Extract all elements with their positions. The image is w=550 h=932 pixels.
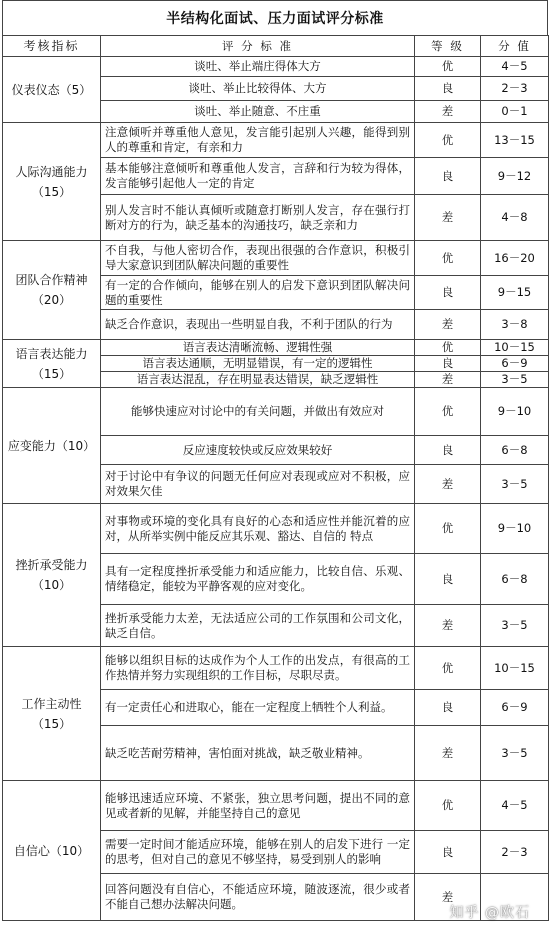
header-level: 等 级 [415, 36, 481, 57]
criteria-cell: 能够快速应对讨论中的有关问题，并做出有效应对 [101, 388, 415, 436]
score-cell: 4－5 [481, 57, 549, 77]
indicator-cell: 团队合作精神（20） [3, 241, 101, 340]
table-row [3, 57, 549, 77]
indicator-cell: 仪表仪态（5） [3, 57, 101, 123]
indicator-cell: 人际沟通能力（15） [3, 123, 101, 241]
level-cell: 优 [415, 340, 481, 356]
level-cell: 差 [415, 101, 481, 123]
score-cell: 4－8 [481, 195, 549, 241]
score-cell: 0－1 [481, 101, 549, 123]
score-cell: 9－15 [481, 276, 549, 310]
header-criteria: 评 分 标 准 [101, 36, 415, 57]
level-cell: 优 [415, 241, 481, 276]
criteria-cell: 语言表达混乱，存在明显表达错误，缺乏逻辑性 [101, 372, 415, 388]
level-cell: 良 [415, 690, 481, 726]
indicator-cell: 应变能力（10） [3, 388, 101, 504]
score-cell: 3－5 [481, 605, 549, 647]
criteria-cell: 别人发言时不能认真倾听或随意打断别人发言，存在强行打断对方的行为，缺乏基本的沟通技巧，缺乏亲和力 [101, 195, 415, 241]
level-cell: 优 [415, 647, 481, 690]
criteria-cell: 能够迅速适应环境、不紧张，独立思考问题，提出不同的意见或者新的见解，并能坚持自己的意见 [101, 781, 415, 831]
table-row [3, 647, 549, 690]
score-cell: 9－10 [481, 388, 549, 436]
score-cell: 9－10 [481, 504, 549, 554]
table-row [3, 340, 549, 356]
criteria-cell: 缺乏合作意识，表现出一些明显自我，不利于团队的行为 [101, 310, 415, 340]
level-cell: 差 [415, 874, 481, 921]
header-indicator: 考核指标 [3, 36, 101, 57]
score-cell: 6－9 [481, 356, 549, 372]
table-title: 半结构化面试、压力面试评分标准 [2, 0, 548, 35]
criteria-cell: 语言表达清晰流畅、逻辑性强 [101, 340, 415, 356]
scoring-table [2, 35, 549, 921]
score-cell: 6－8 [481, 554, 549, 605]
level-cell: 良 [415, 276, 481, 310]
criteria-cell: 语言表达通顺，无明显错误，有一定的逻辑性 [101, 356, 415, 372]
score-cell: 6－8 [481, 436, 549, 465]
criteria-cell: 基本能够注意倾听和尊重他人发言，言辞和行为较为得体，发言能够引起他人一定的肯定 [101, 158, 415, 195]
criteria-cell: 具有一定程度挫折承受能力和适应能力，比较自信、乐观、情绪稳定，能较为平静客观的应对变化。 [101, 554, 415, 605]
level-cell: 优 [415, 781, 481, 831]
level-cell: 差 [415, 605, 481, 647]
score-cell: 3－5 [481, 372, 549, 388]
level-cell: 差 [415, 372, 481, 388]
score-cell: 9－12 [481, 158, 549, 195]
score-cell: 3－8 [481, 310, 549, 340]
score-cell: 4－5 [481, 781, 549, 831]
level-cell: 差 [415, 465, 481, 504]
table-row [3, 388, 549, 436]
criteria-cell: 对事物或环境的变化具有良好的心态和适应性并能沉着的应对，从所举实例中能反应其乐观、豁达、自信的 特点 [101, 504, 415, 554]
criteria-cell: 回答问题没有自信心，不能适应环境，随波逐流，很少或者不能自己想办法解决问题。 [101, 874, 415, 921]
criteria-cell: 能够以组织目标的达成作为个人工作的出发点，有很高的工作热情并努力实现组织的工作目标，尽职尽责。 [101, 647, 415, 690]
criteria-cell: 谈吐、举止随意、不庄重 [101, 101, 415, 123]
score-cell: 16－20 [481, 241, 549, 276]
score-cell: 6－9 [481, 690, 549, 726]
table-row [3, 504, 549, 554]
score-cell: 10－15 [481, 340, 549, 356]
scoring-sheet [2, 0, 548, 932]
score-cell: 2－3 [481, 77, 549, 101]
criteria-cell: 有一定责任心和进取心，能在一定程度上牺牲个人利益。 [101, 690, 415, 726]
criteria-cell: 对于讨论中有争议的问题无任何应对表现或应对不积极，应对效果欠佳 [101, 465, 415, 504]
indicator-cell: 自信心（10） [3, 781, 101, 921]
score-cell: 10－15 [481, 647, 549, 690]
header-score: 分 值 [481, 36, 549, 57]
level-cell: 差 [415, 310, 481, 340]
level-cell: 优 [415, 123, 481, 158]
criteria-cell: 注意倾听并尊重他人意见，发言能引起别人兴趣，能得到别人的尊重和肯定，有亲和力 [101, 123, 415, 158]
level-cell: 良 [415, 554, 481, 605]
level-cell: 差 [415, 195, 481, 241]
criteria-cell: 不自我，与他人密切合作，表现出很强的合作意识，积极引导大家意识到团队解决问题的重要性 [101, 241, 415, 276]
score-cell: 3－5 [481, 465, 549, 504]
score-cell: 3－5 [481, 726, 549, 781]
level-cell: 优 [415, 388, 481, 436]
indicator-cell: 挫折承受能力（10） [3, 504, 101, 647]
table-row [3, 241, 549, 276]
level-cell: 差 [415, 726, 481, 781]
level-cell: 良 [415, 436, 481, 465]
level-cell: 良 [415, 831, 481, 874]
level-cell: 良 [415, 158, 481, 195]
indicator-cell: 工作主动性（15） [3, 647, 101, 781]
table-row [3, 123, 549, 158]
criteria-cell: 缺乏吃苦耐劳精神，害怕面对挑战，缺乏敬业精神。 [101, 726, 415, 781]
header-row [3, 36, 549, 57]
level-cell: 良 [415, 77, 481, 101]
criteria-cell: 需要一定时间才能适应环境，能够在别人的启发下进行 一定的思考，但对自己的意见不够坚持，易受到别人的影响 [101, 831, 415, 874]
indicator-cell: 语言表达能力（15） [3, 340, 101, 388]
score-cell: 2－3 [481, 831, 549, 874]
criteria-cell: 反应速度较快或反应效果较好 [101, 436, 415, 465]
level-cell: 优 [415, 504, 481, 554]
criteria-cell: 谈吐、举止比较得体、大方 [101, 77, 415, 101]
criteria-cell: 谈吐、举止端庄得体大方 [101, 57, 415, 77]
level-cell: 优 [415, 57, 481, 77]
level-cell: 良 [415, 356, 481, 372]
criteria-cell: 挫折承受能力太差，无法适应公司的工作氛围和公司文化，缺乏自信。 [101, 605, 415, 647]
zhihu-watermark: 知乎 @欧石 [449, 905, 530, 921]
score-cell: 13－15 [481, 123, 549, 158]
table-row [3, 781, 549, 831]
criteria-cell: 有一定的合作倾向，能够在别人的启发下意识到团队解决问题的重要性 [101, 276, 415, 310]
